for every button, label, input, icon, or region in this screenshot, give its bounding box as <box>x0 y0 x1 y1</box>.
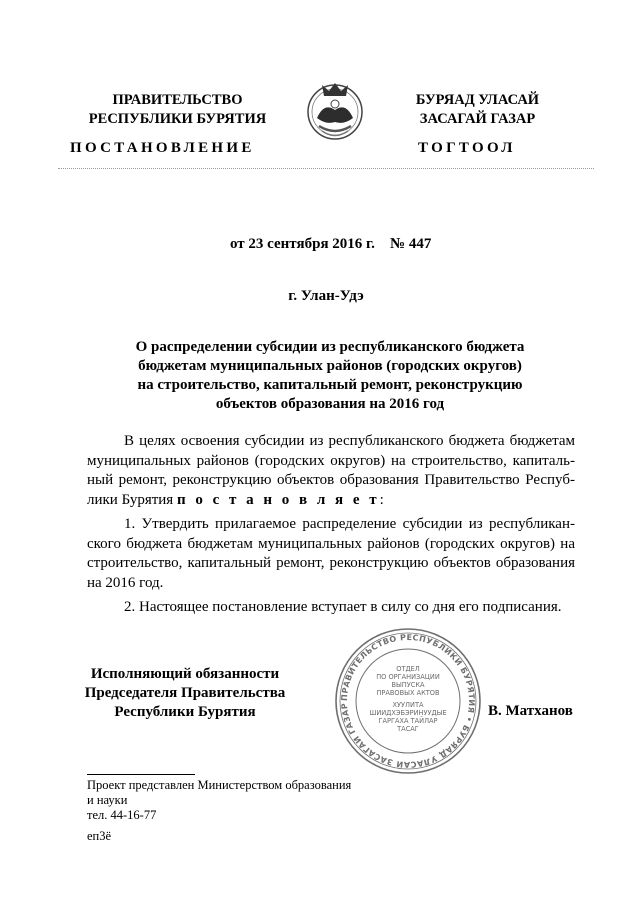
preamble-text: В целях освоения субсидии из республиканского бюджета бюджетам муниципальных районов (городских округов) на строительство, капиталь-ный ремонт, реконструкцию объектов образования Правительство Респуб-лики Бурятия <box>87 433 575 508</box>
doc-type-russian: ПОСТАНОВЛЕНИЕ <box>70 140 255 156</box>
title-line-4: объектов образования на 2016 год <box>215 396 445 412</box>
paragraph-preamble <box>87 432 575 510</box>
org-name-bur-line2: ЗАСАГАЙ ГАЗАР <box>419 111 536 127</box>
signatory-line-1: Исполняющий обязанности <box>90 666 280 682</box>
stamp-line-1: ОТДЕЛ <box>396 665 420 673</box>
preamble-colon: : <box>379 491 384 508</box>
stamp-line-7: ГАРГАХА ТАЙЛАР <box>378 717 438 725</box>
official-seal-stamp <box>333 627 483 775</box>
signatory-line-2: Председателя Правительства <box>84 685 286 701</box>
stamp-line-3: ВЫПУСКА <box>391 681 425 689</box>
title-line-2: бюджетам муниципальных районов (городских округов) <box>138 358 522 374</box>
signatory-line-3: Республики Бурятия <box>114 704 256 720</box>
signatory-position <box>70 665 300 722</box>
org-name-russian <box>60 91 295 129</box>
document-city: г. Улан-Удэ <box>288 288 364 304</box>
paragraph-item-2: 2. Настоящее постановление вступает в силу со дня его подписания. <box>124 599 562 615</box>
title-line-3: на строительство, капитальный ремонт, реконструкцию <box>137 377 523 393</box>
org-name-buryat <box>370 91 585 129</box>
footer-line-2: и науки <box>87 793 128 807</box>
stamp-line-8: ТАСАГ <box>397 725 419 733</box>
decree-word: п о с т а н о в л я е т <box>176 491 380 508</box>
footer-note <box>87 778 417 823</box>
document-number: № 447 <box>390 236 432 252</box>
footer-line-1: Проект представлен Министерством образования <box>87 778 352 792</box>
org-name-bur-line1: БУРЯАД УЛАСАЙ <box>415 92 540 108</box>
footer-code: еп3ё <box>87 829 112 843</box>
stamp-line-4: ПРАВОВЫХ АКТОВ <box>376 689 440 697</box>
stamp-line-2: ПО ОРГАНИЗАЦИИ <box>376 673 440 681</box>
org-name-ru-line1: ПРАВИТЕЛЬСТВО <box>112 92 243 108</box>
stamp-line-6: ШИИДХЭБЭРИНУУДЫЕ <box>369 709 447 717</box>
document-title <box>80 338 580 414</box>
document-date: от 23 сентября 2016 г. <box>230 236 375 252</box>
title-line-1: О распределении субсидии из республиканского бюджета <box>135 339 525 355</box>
doc-type-buryat: ТОГТООЛ <box>418 140 516 156</box>
footer-phone: тел. 44-16-77 <box>87 808 157 822</box>
coat-of-arms-emblem <box>300 74 370 146</box>
stamp-ring-text: ПРАВИТЕЛЬСТВО РЕСПУБЛИКИ БУРЯТИЯ • БУРЯАД УЛАСАЙ ЗАСАГАЙ ГАЗАР <box>339 632 477 770</box>
header-divider <box>58 168 594 169</box>
signatory-name: В. Матханов <box>488 703 573 719</box>
stamp-line-5: ХУУЛИТА <box>392 701 424 709</box>
org-name-ru-line2: РЕСПУБЛИКИ БУРЯТИЯ <box>88 111 267 127</box>
footer-divider <box>87 774 195 775</box>
paragraph-item-1: 1. Утвердить прилагаемое распределение субсидии из республикан-ского бюджета бюджетам муниципальных районов (городских округов) на строительство, капитальный ремонт, реконструкцию объектов образования на 2016 год. <box>87 516 575 591</box>
